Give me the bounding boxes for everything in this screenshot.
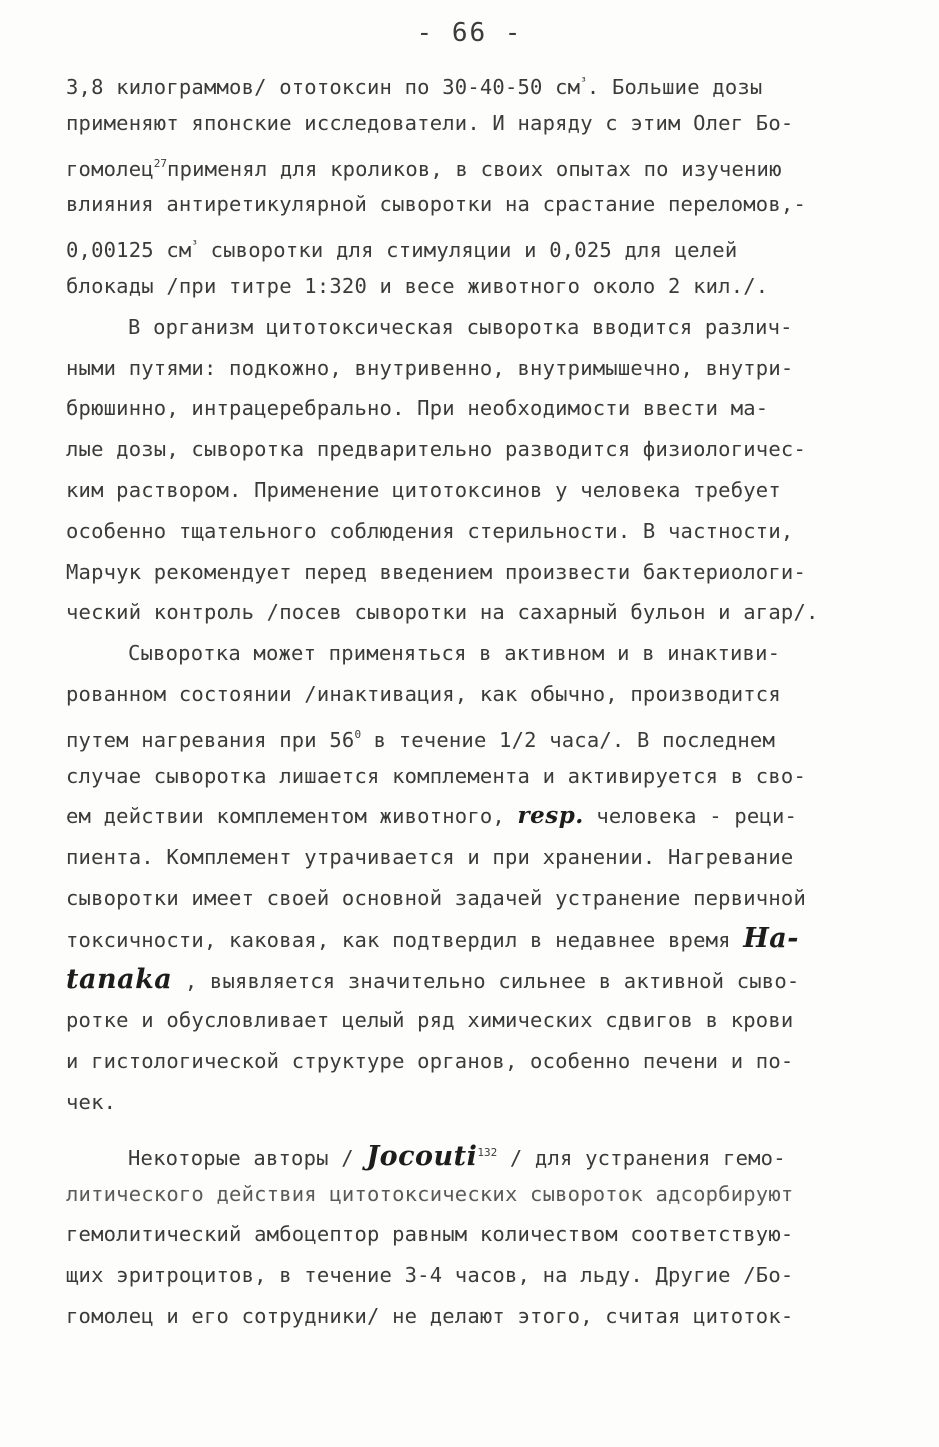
- text-line: литического действия цитотоксических сывороток адсорбируют: [66, 1181, 794, 1206]
- text-line: случае сыворотка лишается комплемента и активируется в сво-: [66, 763, 806, 788]
- text-line: гемолитический амбоцептор равным количеством соответствую-: [66, 1222, 794, 1247]
- text-line: В организм цитотоксическая сыворотка вводится различ-: [128, 314, 793, 339]
- text-line: ким раствором. Применение цитотоксинов у человека требует: [66, 477, 781, 502]
- handwritten-resp: resp.: [517, 802, 584, 830]
- text-line: особенно тщательного соблюдения стерильности. В частности,: [66, 518, 794, 543]
- text-line: блокады /при титре 1:320 и весе животного около 2 кил./.: [66, 273, 769, 298]
- text-line: ческий контроль /посев сыворотки на сахарный бульон и агар/.: [66, 600, 819, 625]
- text-line: брюшинно, интрацеребрально. При необходимости ввести ма-: [66, 396, 769, 421]
- text-line: путем нагревания при $56^0$ в течение 1/2 часа/. В последнем: [66, 727, 775, 752]
- handwritten-hatanaka-part1: Ha-: [743, 922, 799, 954]
- text-line: гомолец$^{27}$применял для кроликов, в своих опытах по изучению: [66, 156, 782, 181]
- paragraph: [66, 1133, 876, 1337]
- text-line: сыворотки имеет своей основной задачей устранение первичной: [66, 885, 806, 910]
- text-line: применяют японские исследователи. И наряду с этим Олег Бо-: [66, 110, 794, 135]
- text-line: щих эритроцитов, в течение 3-4 часов, на льду. Другие /Бо-: [66, 1263, 794, 1288]
- text-line: ротке и обусловливает целый ряд химических сдвигов в крови: [66, 1008, 794, 1033]
- text-line: токсичности, каковая, как подтвердил в недавнее время Ha-: [66, 922, 799, 954]
- degree-mark: 0: [354, 727, 362, 741]
- footnote-ref: 27: [153, 156, 168, 170]
- text-line: лые дозы, сыворотка предварительно разводится физиологичес-: [66, 437, 806, 462]
- text-line: влияния антиретикулярной сыворотки на срастание переломов,-: [66, 192, 806, 217]
- text-line: ем действии комплементом животного, resp. человека - реци-: [66, 802, 798, 830]
- handwritten-jocouti: Jocouti: [366, 1140, 478, 1172]
- paragraph: [66, 307, 876, 633]
- text-line: и гистологической структуре органов, особенно печени и по-: [66, 1049, 794, 1074]
- text-line: рованном состоянии /инактивация, как обычно, производится: [66, 681, 781, 706]
- text-line: Сыворотка может применяться в активном и в инактиви-: [128, 641, 781, 666]
- text-line: Некоторые авторы / Jocouti$^{132}$ / для устранения гемо-: [128, 1140, 786, 1172]
- paragraph-gap: [66, 1123, 876, 1133]
- paragraph: [66, 633, 876, 1123]
- text-line: 3,8 килограммов/ ототоксин по 30-40-50 $см^{^3}$. Большие дозы: [66, 75, 763, 99]
- text-line: ными путями: подкожно, внутривенно, внутримышечно, внутри-: [66, 355, 794, 380]
- text-line: пиента. Комплемент утрачивается и при хранении. Нагревание: [66, 845, 794, 870]
- page-number: - 66 -: [416, 18, 523, 48]
- body-text: [66, 62, 876, 1337]
- text-line: чек.: [66, 1089, 117, 1114]
- text-line: гомолец и его сотрудники/ не делают этого, считая цитоток-: [66, 1303, 794, 1328]
- text-line: 0,00125 $см^{^3}$ сыворотки для стимуляции и 0,025 для целей: [66, 238, 738, 263]
- text-line: Марчук рекомендует перед введением произвести бактериологи-: [66, 559, 806, 584]
- paragraph: [66, 62, 876, 307]
- footnote-ref: 132: [477, 1145, 498, 1159]
- handwritten-hatanaka-part2: tanaka: [66, 963, 173, 995]
- text-line: tanaka , выявляется значительно сильнее в активной сыво-: [66, 963, 800, 995]
